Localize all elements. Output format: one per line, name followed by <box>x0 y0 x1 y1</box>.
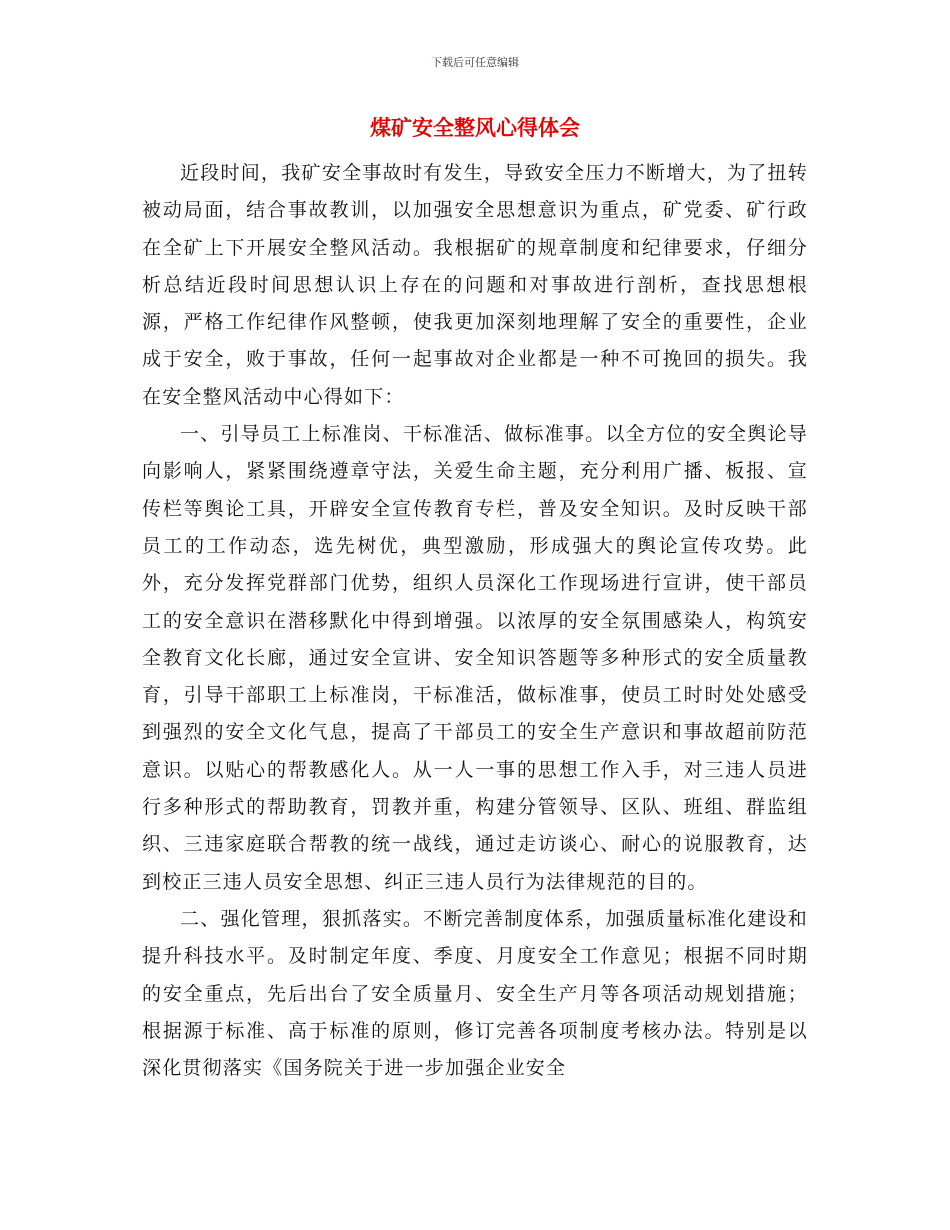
document-body <box>142 155 808 1087</box>
page-header-note: 下载后可任意编辑 <box>431 56 519 69</box>
paragraph-point-one: 一、引导员工上标准岗、干标准活、做标准事。以全方位的安全舆论导向影响人，紧紧围绕遵章守法，关爱生命主题，充分利用广播、板报、宣传栏等舆论工具，开辟安全宣传教育专栏，普及安全知识。及时反映干部员工的工作动态，选先树优，典型激励，形成强大的舆论宣传攻势。此外，充分发挥党群部门优势，组织人员深化工作现场进行宣讲，使干部员工的安全意识在潜移默化中得到增强。以浓厚的安全氛围感染人，构筑安全教育文化长廊，通过安全宣讲、安全知识答题等多种形式的安全质量教育，引导干部职工上标准岗，干标准活，做标准事，使员工时时处处感受到强烈的安全文化气息，提高了干部员工的安全生产意识和事故超前防范意识。以贴心的帮教感化人。从一人一事的思想工作入手，对三违人员进行多种形式的帮助教育，罚教并重，构建分管领导、区队、班组、群监组织、三违家庭联合帮教的统一战线，通过走访谈心、耐心的说服教育，达到校正三违人员安全思想、纠正三违人员行为法律规范的目的。 <box>142 423 808 893</box>
paragraph-point-two: 二、强化管理，狠抓落实。不断完善制度体系，加强质量标准化建设和提升科技水平。及时制定年度、季度、月度安全工作意见；根据不同时期的安全重点，先后出台了安全质量月、安全生产月等各项活动规划措施；根据源于标准、高于标准的原则，修订完善各项制度考核办法。特别是以深化贯彻落实《国务院关于进一步加强企业安全 <box>142 907 808 1080</box>
document-title: 煤矿安全整风心得体会 <box>370 116 580 140</box>
paragraph-intro: 近段时间，我矿安全事故时有发生，导致安全压力不断增大，为了扭转被动局面，结合事故教训，以加强安全思想意识为重点，矿党委、矿行政在全矿上下开展安全整风活动。我根据矿的规章制度和纪律要求，仔细分析总结近段时间思想认识上存在的问题和对事故进行剖析，查找思想根源，严格工作纪律作风整顿，使我更加深刻地理解了安全的重要性，企业成于安全，败于事故，任何一起事故对企业都是一种不可挽回的损失。我在安全整风活动中心得如下： <box>142 162 808 408</box>
